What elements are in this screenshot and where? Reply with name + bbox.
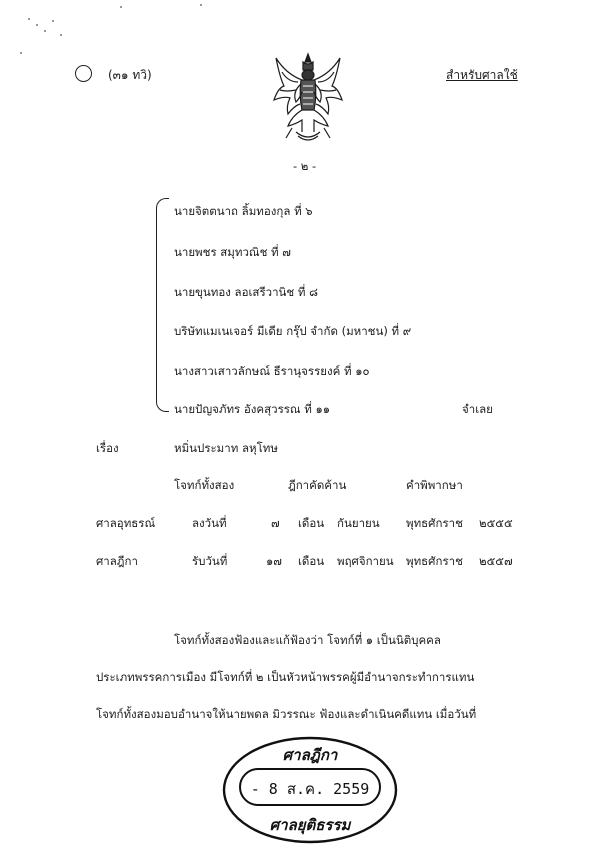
court-day: ๑๗ <box>266 554 282 568</box>
petitioner: โจทก์ทั้งสอง <box>174 478 235 492</box>
party-item: นายปัญจภัทร อังคสุวรรณ ที่ ๑๑ <box>174 402 331 416</box>
court-year: ๒๕๕๗ <box>479 554 513 568</box>
hole-punch-circle <box>75 65 92 82</box>
party-item: นายจิตตนาถ ลิ้มทองกุล ที่ ๖ <box>174 204 313 218</box>
garuda-emblem-icon <box>272 52 344 144</box>
subject-value: หมิ่นประมาท ลหุโทษ <box>174 441 278 455</box>
party-bracket <box>156 198 169 412</box>
court-era: พุทธศักราช <box>406 554 463 568</box>
party-item: นางสาวเสาวลักษณ์ ธีรานุจรรยงค์ ที่ ๑๐ <box>174 364 370 378</box>
petition-target: คำพิพากษา <box>406 478 463 492</box>
court-name: ศาลฎีกา <box>96 554 138 568</box>
court-use-label: สำหรับศาลใช้ <box>446 68 518 82</box>
court-month-label: เดือน <box>298 554 325 568</box>
body-line: โจทก์ทั้งสองมอบอำนาจให้นายพดล มิวรรณะ ฟ้องและดำเนินคดีแทน เมื่อวันที่ <box>96 707 477 721</box>
stamp-top-text: ศาลฎีกา <box>282 746 338 764</box>
subject-label: เรื่อง <box>96 441 119 455</box>
court-date-kind: ลงวันที่ <box>192 516 227 530</box>
party-item: บริษัทแมเนเจอร์ มีเดีย กรุ๊ป จำกัด (มหาชน) ที่ ๙ <box>174 324 412 338</box>
court-year: ๒๕๕๕ <box>479 516 513 530</box>
party-item: นายพชร สมุทวณิช ที่ ๗ <box>174 245 291 259</box>
court-era: พุทธศักราช <box>406 516 463 530</box>
body-line: โจทก์ทั้งสองฟ้องและแก้ฟ้องว่า โจทก์ที่ ๑ เป็นนิติบุคคล <box>174 633 441 647</box>
court-month: กันยายน <box>337 516 380 530</box>
court-date-kind: รับวันที่ <box>192 554 228 568</box>
party-role: จำเลย <box>462 402 493 416</box>
party-item: นายขุนทอง ลอเสรีวานิช ที่ ๘ <box>174 285 318 299</box>
stamp-date: - 8 ส.ค. 2559 <box>250 780 370 798</box>
page-number: - ๒ - <box>293 159 317 173</box>
body-line: ประเภทพรรคการเมือง มีโจทก์ที่ ๒ เป็นหัวหน้าพรรคผู้มีอำนาจกระทำการแทน <box>96 670 475 684</box>
stamp-bottom-text: ศาลยุติธรรม <box>269 816 351 834</box>
court-name: ศาลอุทธรณ์ <box>96 516 156 530</box>
court-month: พฤศจิกายน <box>337 554 394 568</box>
court-day: ๗ <box>271 516 280 530</box>
petition-type: ฎีกาคัดค้าน <box>288 478 347 492</box>
court-stamp <box>220 735 400 845</box>
form-code: (๓๑ ทวิ) <box>108 68 152 82</box>
court-month-label: เดือน <box>298 516 325 530</box>
